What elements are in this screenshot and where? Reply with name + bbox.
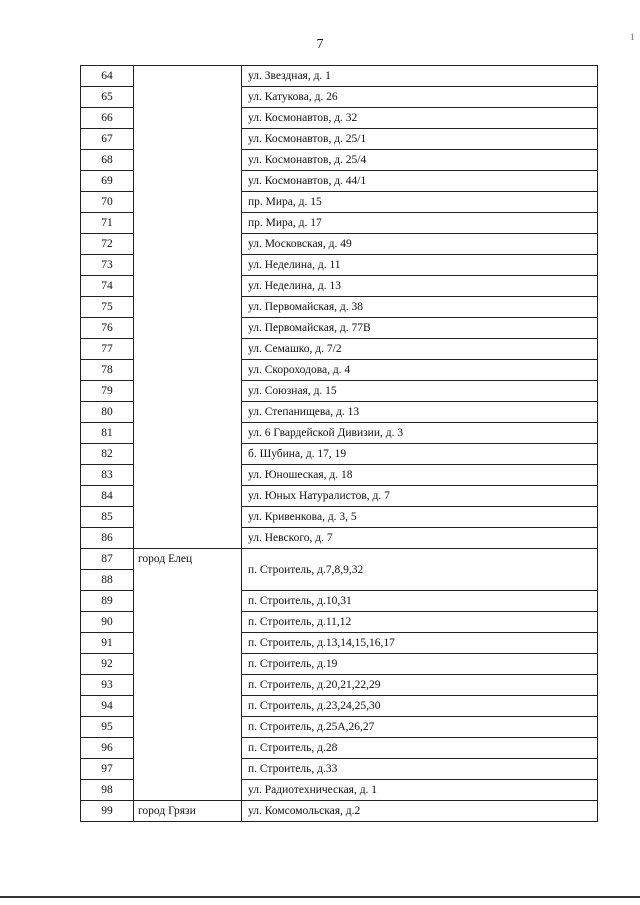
address-cell: п. Строитель, д.28 (242, 738, 598, 759)
table-row (81, 591, 598, 612)
row-number: 92 (81, 654, 134, 675)
row-number: 76 (81, 318, 134, 339)
table-row (81, 171, 598, 192)
row-number: 71 (81, 213, 134, 234)
table-row (81, 318, 598, 339)
table-row (81, 402, 598, 423)
row-number: 89 (81, 591, 134, 612)
row-number: 98 (81, 780, 134, 801)
row-number: 93 (81, 675, 134, 696)
row-number: 90 (81, 612, 134, 633)
address-cell: ул. Юных Натуралистов, д. 7 (242, 486, 598, 507)
city-cell (134, 738, 242, 759)
table-row (81, 66, 598, 87)
table-row (81, 612, 598, 633)
city-cell (134, 717, 242, 738)
city-cell (134, 66, 242, 87)
bottom-rule (0, 896, 640, 898)
city-cell (134, 276, 242, 297)
city-cell (134, 360, 242, 381)
address-cell: ул. Звездная, д. 1 (242, 66, 598, 87)
table-row (81, 675, 598, 696)
city-cell (134, 297, 242, 318)
city-cell (134, 612, 242, 633)
table-row (81, 87, 598, 108)
row-number: 79 (81, 381, 134, 402)
table-row (81, 633, 598, 654)
table-row (81, 255, 598, 276)
row-number: 87 (81, 549, 134, 570)
table-row (81, 381, 598, 402)
address-cell: ул. Степанищева, д. 13 (242, 402, 598, 423)
row-number: 84 (81, 486, 134, 507)
city-cell (134, 381, 242, 402)
row-number: 68 (81, 150, 134, 171)
table-row (81, 465, 598, 486)
address-cell: ул. Московская, д. 49 (242, 234, 598, 255)
address-cell: пр. Мира, д. 17 (242, 213, 598, 234)
row-number: 85 (81, 507, 134, 528)
city-cell (134, 528, 242, 549)
address-cell: ул. Радиотехническая, д. 1 (242, 780, 598, 801)
table-row (81, 528, 598, 549)
city-cell (134, 318, 242, 339)
address-cell: ул. Космонавтов, д. 32 (242, 108, 598, 129)
row-number: 97 (81, 759, 134, 780)
row-number: 78 (81, 360, 134, 381)
city-cell (134, 675, 242, 696)
table-row (81, 507, 598, 528)
city-cell (134, 192, 242, 213)
city-cell (134, 423, 242, 444)
city-cell (134, 696, 242, 717)
row-number: 73 (81, 255, 134, 276)
row-number: 95 (81, 717, 134, 738)
row-number: 74 (81, 276, 134, 297)
city-cell (134, 108, 242, 129)
city-cell: город Грязи (134, 801, 242, 822)
city-cell (134, 87, 242, 108)
table-row (81, 654, 598, 675)
row-number: 72 (81, 234, 134, 255)
address-cell: ул. Первомайская, д. 38 (242, 297, 598, 318)
row-number: 77 (81, 339, 134, 360)
table-row (81, 780, 598, 801)
city-cell (134, 171, 242, 192)
row-number: 64 (81, 66, 134, 87)
address-cell: ул. Космонавтов, д. 25/1 (242, 129, 598, 150)
address-cell: п. Строитель, д.11,12 (242, 612, 598, 633)
table-row (81, 129, 598, 150)
table-row (81, 717, 598, 738)
row-number: 96 (81, 738, 134, 759)
row-number: 83 (81, 465, 134, 486)
table-row (81, 192, 598, 213)
city-cell (134, 570, 242, 591)
address-cell: п. Строитель, д.33 (242, 759, 598, 780)
table-row (81, 108, 598, 129)
address-cell: ул. Семашко, д. 7/2 (242, 339, 598, 360)
address-cell: п. Строитель, д.25А,26,27 (242, 717, 598, 738)
address-cell: п. Строитель, д.19 (242, 654, 598, 675)
table-row (81, 759, 598, 780)
city-cell (134, 759, 242, 780)
address-cell: ул. Кривенкова, д. 3, 5 (242, 507, 598, 528)
row-number: 81 (81, 423, 134, 444)
city-cell (134, 402, 242, 423)
city-cell (134, 444, 242, 465)
address-cell: п. Строитель, д.7,8,9,32 (242, 549, 598, 591)
page-number: 7 (316, 37, 324, 52)
address-cell: п. Строитель, д.13,14,15,16,17 (242, 633, 598, 654)
city-cell (134, 213, 242, 234)
row-number: 99 (81, 801, 134, 822)
corner-mark: 1 (630, 32, 635, 42)
row-number: 88 (81, 570, 134, 591)
table-row (81, 549, 598, 570)
address-table-body (81, 66, 598, 822)
row-number: 80 (81, 402, 134, 423)
city-cell (134, 486, 242, 507)
table-row (81, 276, 598, 297)
address-cell: п. Строитель, д.20,21,22,29 (242, 675, 598, 696)
address-cell: ул. Комсомольская, д.2 (242, 801, 598, 822)
city-cell (134, 507, 242, 528)
address-cell: ул. Скороходова, д. 4 (242, 360, 598, 381)
address-cell: ул. Невского, д. 7 (242, 528, 598, 549)
table-row (81, 297, 598, 318)
table-row (81, 150, 598, 171)
row-number: 65 (81, 87, 134, 108)
row-number: 67 (81, 129, 134, 150)
city-cell (134, 255, 242, 276)
table-row (81, 213, 598, 234)
city-cell (134, 129, 242, 150)
city-cell (134, 339, 242, 360)
row-number: 75 (81, 297, 134, 318)
table-row (81, 234, 598, 255)
row-number: 70 (81, 192, 134, 213)
address-cell: ул. Космонавтов, д. 25/4 (242, 150, 598, 171)
row-number: 94 (81, 696, 134, 717)
city-cell (134, 150, 242, 171)
table-row (81, 423, 598, 444)
row-number: 86 (81, 528, 134, 549)
table-row (81, 696, 598, 717)
city-cell: город Елец (134, 549, 242, 570)
table-row (81, 738, 598, 759)
table-row (81, 339, 598, 360)
city-cell (134, 780, 242, 801)
table-row (81, 486, 598, 507)
row-number: 66 (81, 108, 134, 129)
address-cell: ул. 6 Гвардейской Дивизии, д. 3 (242, 423, 598, 444)
address-cell: пр. Мира, д. 15 (242, 192, 598, 213)
table-row (81, 360, 598, 381)
row-number: 82 (81, 444, 134, 465)
address-cell: ул. Катукова, д. 26 (242, 87, 598, 108)
table-row (81, 801, 598, 822)
city-cell (134, 633, 242, 654)
address-cell: б. Шубина, д. 17, 19 (242, 444, 598, 465)
address-cell: ул. Союзная, д. 15 (242, 381, 598, 402)
row-number: 91 (81, 633, 134, 654)
address-cell: п. Строитель, д.23,24,25,30 (242, 696, 598, 717)
row-number: 69 (81, 171, 134, 192)
address-cell: ул. Неделина, д. 11 (242, 255, 598, 276)
address-table (80, 65, 598, 822)
city-cell (134, 234, 242, 255)
address-cell: ул. Неделина, д. 13 (242, 276, 598, 297)
address-cell: ул. Первомайская, д. 77В (242, 318, 598, 339)
city-cell (134, 465, 242, 486)
table-row (81, 444, 598, 465)
city-cell (134, 591, 242, 612)
address-cell: ул. Юношеская, д. 18 (242, 465, 598, 486)
address-cell: ул. Космонавтов, д. 44/1 (242, 171, 598, 192)
address-cell: п. Строитель, д.10,31 (242, 591, 598, 612)
city-cell (134, 654, 242, 675)
